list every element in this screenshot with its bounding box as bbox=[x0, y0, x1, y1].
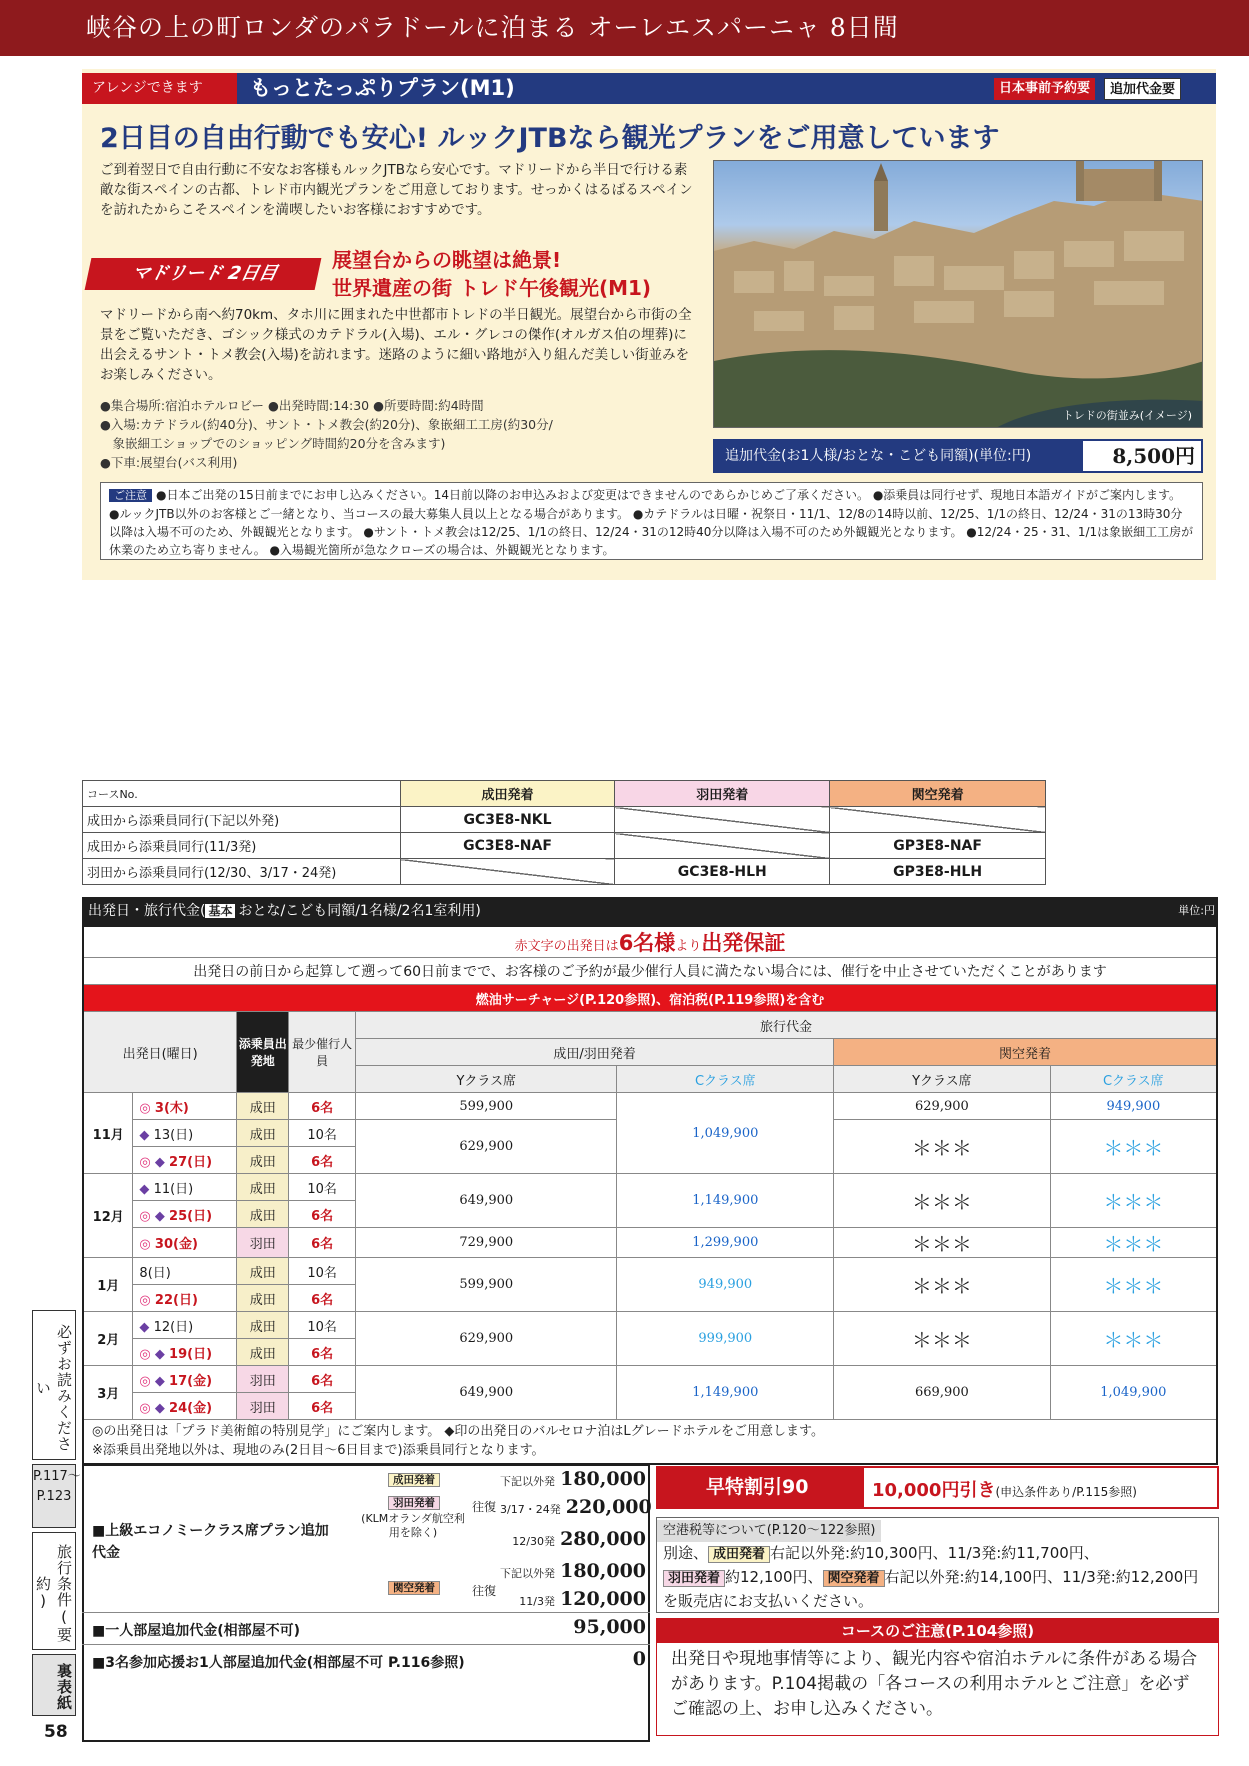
tax-text: 別途、 bbox=[663, 1544, 709, 1562]
mark: ◎ bbox=[139, 1208, 151, 1224]
dep: 成田 bbox=[237, 1147, 289, 1174]
price-label: 追加代金(お1人様/おとな・こども同額)(単位:円) bbox=[713, 439, 1083, 473]
date-cell bbox=[133, 1393, 237, 1420]
c-price: 1,049,900 bbox=[617, 1093, 834, 1174]
date-footnotes bbox=[83, 1420, 1217, 1464]
min: 10名 bbox=[289, 1258, 356, 1285]
diamond: ◆ bbox=[154, 1154, 165, 1170]
date-cell bbox=[133, 1093, 237, 1120]
ofuku-label: 往復 bbox=[472, 1500, 497, 1514]
early-discount-cond: (申込条件あり/P.115参照) bbox=[995, 1485, 1137, 1499]
y-price-kix: ＊＊＊ bbox=[834, 1228, 1051, 1258]
dates-bar: 出発日・旅行代金( 基本 おとな/こども同額/1名様/2名1室利用) bbox=[82, 897, 1218, 925]
y-price-kix: ＊＊＊ bbox=[834, 1312, 1051, 1366]
tax-text: 右記以外発:約14,100円、11/3発:約12,200円 bbox=[884, 1568, 1199, 1586]
toledo-title-2: 世界遺産の街 トレド午後観光(M1) bbox=[332, 276, 652, 300]
tax-line: を販売店にお支払いください。 bbox=[663, 1592, 874, 1610]
course-empty bbox=[615, 833, 830, 859]
date-header: 出発日(曜日) bbox=[83, 1012, 237, 1093]
meta-line: ●入場:カテドラル(約40分)、サント・トメ教会(約20分)、象嵌細工工房(約30分/ bbox=[100, 417, 553, 432]
date-cell bbox=[133, 1258, 237, 1285]
kansai-tag-label: 関空発着 bbox=[388, 1581, 440, 1595]
date: 19(日) bbox=[169, 1346, 213, 1362]
diamond: ◆ bbox=[154, 1400, 165, 1416]
course-empty bbox=[615, 807, 830, 833]
course-empty bbox=[400, 859, 615, 885]
y-price: 599,900 bbox=[356, 1258, 617, 1312]
date: 27(日) bbox=[169, 1154, 213, 1170]
min: 6名 bbox=[289, 1285, 356, 1312]
toledo-city-illustration bbox=[714, 161, 1203, 428]
y-price: 599,900 bbox=[356, 1093, 617, 1120]
month: 12月 bbox=[83, 1174, 133, 1258]
y-price: 629,900 bbox=[356, 1120, 617, 1174]
diamond: ◆ bbox=[139, 1127, 150, 1143]
narita-header: 成田発着 bbox=[400, 781, 615, 807]
month: 2月 bbox=[83, 1312, 133, 1366]
side-back-tab[interactable]: 裏表紙 bbox=[32, 1654, 76, 1716]
min: 6名 bbox=[289, 1393, 356, 1420]
early-discount-text bbox=[872, 1476, 1137, 1502]
min: 6名 bbox=[289, 1339, 356, 1366]
c-class-header: Cクラス席 bbox=[617, 1066, 834, 1093]
econ-cond: 12/30発 bbox=[512, 1535, 555, 1548]
meta-line: ●下車:展望台(バス利用) bbox=[100, 455, 238, 470]
toledo-title-1: 展望台からの眺望は絶景! bbox=[332, 248, 562, 272]
diamond: ◆ bbox=[154, 1346, 165, 1362]
min-header: 最少催行人員 bbox=[289, 1012, 356, 1093]
early-discount-value: 10,000円引き bbox=[872, 1480, 996, 1501]
y-price-kix: 669,900 bbox=[834, 1366, 1051, 1420]
course-code: GC3E8-NKL bbox=[400, 807, 615, 833]
min: 6名 bbox=[289, 1093, 356, 1120]
course-code: GP3E8-HLH bbox=[830, 859, 1046, 885]
meta-line: 象嵌細工ショップでのショッピング時間約20分を含みます) bbox=[100, 436, 446, 451]
page-number: 58 bbox=[44, 1722, 68, 1742]
month: 11月 bbox=[83, 1093, 133, 1174]
course-row bbox=[83, 807, 1046, 833]
dep: 羽田 bbox=[237, 1228, 289, 1258]
arrange-tag: アレンジできます bbox=[82, 73, 237, 104]
date: 13(日) bbox=[153, 1127, 194, 1143]
date: 17(金) bbox=[169, 1373, 213, 1389]
extras-divider bbox=[82, 1644, 650, 1645]
tour-meta bbox=[100, 396, 700, 472]
date: 12(日) bbox=[153, 1319, 194, 1335]
diamond: ◆ bbox=[139, 1319, 150, 1335]
date-cell bbox=[133, 1312, 237, 1339]
advance-reservation-badge: 日本事前予約要 bbox=[994, 78, 1095, 100]
date-row bbox=[83, 1366, 1217, 1393]
extras-divider bbox=[82, 1612, 650, 1613]
mark: ◎ bbox=[139, 1154, 151, 1170]
dep: 羽田 bbox=[237, 1366, 289, 1393]
dep: 羽田 bbox=[237, 1393, 289, 1420]
econ-price: 120,000 bbox=[560, 1588, 646, 1610]
early-discount-label: 早特割引90 bbox=[656, 1466, 864, 1509]
c-price-kix: ＊＊＊ bbox=[1050, 1228, 1217, 1258]
course-code: GC3E8-HLH bbox=[615, 859, 830, 885]
meta-line: ●集合場所:宿泊ホテルロビー ●出発時間:14:30 ●所要時間:約4時間 bbox=[100, 398, 484, 413]
toledo-description: マドリードから南へ約70km、タホ川に囲まれた中世都市トレドの半日観光。展望台から市街の全景をご覧いただき、ゴシック様式のカテドラル(入場)、エル・グレコの傑作(オルガス伯の埋葬)に出会えるサント・トメ教会(入場)を訪れます。迷路のように細い路地が入り組んだ美しい街並みをお楽しみください。 bbox=[100, 307, 692, 383]
course-table bbox=[82, 780, 1046, 885]
arrange-title: もっとたっぷりプラン(M1) bbox=[250, 76, 515, 100]
price-value: 8,500円 bbox=[1112, 444, 1195, 468]
tax-tag: 羽田発着 bbox=[663, 1570, 725, 1587]
date-cell bbox=[133, 1366, 237, 1393]
mark: ◎ bbox=[139, 1237, 151, 1252]
c-price-kix: ＊＊＊ bbox=[1050, 1120, 1217, 1174]
single-room-label: ■一人部屋追加代金(相部屋不可) bbox=[92, 1623, 301, 1639]
guide-header: 添乗員出発地 bbox=[237, 1012, 289, 1093]
dep: 成田 bbox=[237, 1312, 289, 1339]
date: 22(日) bbox=[154, 1292, 198, 1308]
date-row bbox=[83, 1228, 1217, 1258]
base-tag: 基本 bbox=[205, 904, 235, 918]
footnote-1: ◎の出発日は「プラド美術館の特別見学」にご案内します。 ◆印の出発日のバルセロナ泊はLグレードホテルをご用意します。 bbox=[92, 1424, 824, 1440]
side-read-tab[interactable]: 必ずお読みください bbox=[32, 1310, 76, 1460]
min: 6名 bbox=[289, 1366, 356, 1393]
arrange-lead: 2日目の自由行動でも安心! ルックJTBなら観光プランをご用意しています bbox=[100, 123, 1000, 154]
tax-line bbox=[663, 1542, 1212, 1566]
guarantee-count: 6名様 bbox=[618, 931, 676, 955]
c-price: 1,149,900 bbox=[617, 1174, 834, 1228]
dates-bar-title: 出発日・旅行代金 bbox=[88, 903, 200, 919]
dep: 成田 bbox=[237, 1339, 289, 1366]
y-class-header-kix: Yクラス席 bbox=[834, 1066, 1051, 1093]
price-header: 旅行代金 bbox=[356, 1012, 1217, 1039]
y-price: 649,900 bbox=[356, 1366, 617, 1420]
min: 10名 bbox=[289, 1120, 356, 1147]
tax-text: 右記以外発:約10,300円、11/3発:約11,700円、 bbox=[770, 1544, 1099, 1562]
narita-haneda-header: 成田/羽田発着 bbox=[356, 1039, 834, 1066]
course-row bbox=[83, 859, 1046, 885]
three-person-price: 0 bbox=[632, 1648, 646, 1670]
c-price-kix: ＊＊＊ bbox=[1050, 1258, 1217, 1312]
min: 10名 bbox=[289, 1174, 356, 1201]
madrid-day-label: マドリード 2日目 bbox=[129, 263, 280, 284]
dates-bar-rest: おとな/こども同額/1名様/2名1室利用) bbox=[238, 903, 481, 919]
course-no-header: コースNo. bbox=[83, 781, 401, 807]
diamond: ◆ bbox=[139, 1181, 150, 1197]
airport-tax-box bbox=[656, 1517, 1219, 1613]
date: 24(金) bbox=[169, 1400, 213, 1416]
dep: 成田 bbox=[237, 1285, 289, 1312]
c-price: 1,149,900 bbox=[617, 1366, 834, 1420]
extra-fee-badge: 追加代金要 bbox=[1104, 78, 1181, 100]
price-table bbox=[82, 925, 1218, 1465]
econ-row bbox=[500, 1468, 646, 1494]
date-row bbox=[83, 1174, 1217, 1201]
course-caution-box bbox=[656, 1618, 1219, 1736]
y-price-kix: 629,900 bbox=[834, 1093, 1051, 1120]
toledo-title bbox=[332, 246, 651, 302]
diamond: ◆ bbox=[154, 1208, 165, 1224]
econ-cond: 3/17・24発 bbox=[500, 1503, 561, 1516]
course-row bbox=[83, 833, 1046, 859]
haneda-header: 羽田発着 bbox=[615, 781, 830, 807]
tax-text: 約12,100円、 bbox=[725, 1568, 823, 1586]
photo-caption: トレドの街並み(イメージ) bbox=[1062, 409, 1192, 422]
economy-label: ■上級エコノミークラス席プラン追加代金 bbox=[92, 1523, 329, 1561]
dep: 成田 bbox=[237, 1120, 289, 1147]
haneda-tag-label: 羽田発着 bbox=[388, 1496, 440, 1510]
cancel-notice: 出発日の前日から起算して遡って60日前までで、お客様のご予約が最少催行人員に満たない場合には、催行を中止させていただくことがあります bbox=[83, 958, 1217, 985]
date-cell bbox=[133, 1147, 237, 1174]
c-price: 999,900 bbox=[617, 1312, 834, 1366]
haneda-tag bbox=[382, 1491, 446, 1510]
c-price-kix: 1,049,900 bbox=[1050, 1366, 1217, 1420]
surcharge-bar: 燃油サーチャージ(P.120参照)、宿泊税(P.119参照)を含む bbox=[83, 985, 1217, 1012]
date-cell bbox=[133, 1201, 237, 1228]
econ-price: 180,000 bbox=[560, 1560, 647, 1582]
narita-tag-label: 成田発着 bbox=[388, 1473, 440, 1487]
min: 6名 bbox=[289, 1228, 356, 1258]
dep: 成田 bbox=[237, 1258, 289, 1285]
econ-price: 280,000 bbox=[560, 1528, 646, 1550]
min: 6名 bbox=[289, 1201, 356, 1228]
c-price-kix: 949,900 bbox=[1050, 1093, 1217, 1120]
date-row bbox=[83, 1093, 1217, 1120]
tax-line bbox=[663, 1566, 1212, 1590]
guarantee-pre: 赤文字の出発日は bbox=[514, 939, 619, 954]
page-header: 峡谷の上の町ロンダのパラドールに泊まる オーレエスパーニャ 8日間 bbox=[0, 0, 1249, 56]
tax-tag: 関空発着 bbox=[823, 1570, 885, 1587]
ofuku-label: 往復 bbox=[472, 1584, 497, 1598]
y-price-kix: ＊＊＊ bbox=[834, 1120, 1051, 1174]
mark: ◎ bbox=[139, 1400, 151, 1416]
date-row bbox=[83, 1258, 1217, 1285]
course-label: 成田から添乗員同行(下記以外発) bbox=[83, 807, 401, 833]
guarantee-end: 出発保証 bbox=[701, 931, 786, 955]
econ-row bbox=[500, 1560, 646, 1586]
side-terms-tab[interactable]: 旅行条件(要約) bbox=[32, 1532, 76, 1650]
date-cell bbox=[133, 1120, 237, 1147]
course-caution-header: コースのご注意(P.104参照) bbox=[657, 1619, 1218, 1643]
date-cell bbox=[133, 1174, 237, 1201]
unit-label: 単位:円 bbox=[1178, 904, 1215, 917]
single-room-price: 95,000 bbox=[573, 1616, 646, 1638]
kansai-header: 関空発着 bbox=[830, 781, 1046, 807]
economy-prices bbox=[500, 1468, 652, 1614]
course-code: GP3E8-NAF bbox=[830, 833, 1046, 859]
course-label: 羽田から添乗員同行(12/30、3/17・24発) bbox=[83, 859, 401, 885]
caution-notes bbox=[100, 482, 1203, 560]
date: 3(木) bbox=[154, 1100, 189, 1116]
y-price: 649,900 bbox=[356, 1174, 617, 1228]
course-code: GC3E8-NAF bbox=[400, 833, 615, 859]
econ-cond: 下記以外発 bbox=[500, 1475, 555, 1488]
c-price-kix: ＊＊＊ bbox=[1050, 1312, 1217, 1366]
narita-tag bbox=[382, 1468, 446, 1487]
y-price: 729,900 bbox=[356, 1228, 617, 1258]
dep: 成田 bbox=[237, 1201, 289, 1228]
kansai-price-header: 関空発着 bbox=[834, 1039, 1217, 1066]
min: 10名 bbox=[289, 1312, 356, 1339]
footnote-2: ※添乗員出発地以外は、現地のみ(2日目〜6日目まで)添乗員同行となります。 bbox=[92, 1443, 545, 1459]
y-price: 629,900 bbox=[356, 1312, 617, 1366]
date-cell bbox=[133, 1285, 237, 1312]
c-price-kix: ＊＊＊ bbox=[1050, 1174, 1217, 1228]
mark: ◎ bbox=[139, 1100, 151, 1116]
tax-header: 空港税等について(P.120〜122参照) bbox=[657, 1520, 881, 1542]
econ-row bbox=[500, 1496, 652, 1522]
date: 8(日) bbox=[139, 1265, 171, 1281]
kansai-tag bbox=[382, 1576, 446, 1595]
date: 30(金) bbox=[154, 1237, 198, 1252]
econ-cond: 11/3発 bbox=[519, 1595, 555, 1608]
course-empty bbox=[830, 807, 1046, 833]
date: 25(日) bbox=[169, 1208, 213, 1224]
econ-row bbox=[500, 1528, 646, 1554]
guarantee-row bbox=[83, 926, 1217, 958]
dep: 成田 bbox=[237, 1174, 289, 1201]
dep: 成田 bbox=[237, 1093, 289, 1120]
c-class-header-kix: Cクラス席 bbox=[1050, 1066, 1217, 1093]
course-label: 成田から添乗員同行(11/3発) bbox=[83, 833, 401, 859]
econ-price: 180,000 bbox=[560, 1468, 647, 1490]
arrange-intro: ご到着翌日で自由行動に不安なお客様もルックJTBなら安心です。マドリードから半日で行ける素敵な街スペインの古都、トレド市内観光プランをご用意しております。せっかくはるばるスペインを訪れたからこそスペインを満喫したいお客様におすすめです。 bbox=[100, 162, 693, 218]
y-class-header: Yクラス席 bbox=[356, 1066, 617, 1093]
y-price-kix: ＊＊＊ bbox=[834, 1258, 1051, 1312]
econ-price: 220,000 bbox=[565, 1496, 652, 1518]
month: 3月 bbox=[83, 1366, 133, 1420]
caution-text: ●日本ご出発の15日前までにお申し込みください。14日前以降のお申込みおよび変更はできませんのであらかじめご了承ください。 ●添乗員は同行せず、現地日本語ガイドがご案内します。 ●ルックJTB以外のお客様とご一緒となり、当コースの最大募集人員以上となる場合があります。 ●カテドラルは日曜・祝祭日・11/1、12/8の14時以前、12/25、1/1の終日、12/24・31の13時30分以降は入場不可のため、外観観光となります。 ●サント・トメ教会は12/25、1/1の終日、12/24・31の12時40分以降は入場不可のため外観観光となります。 ●12/24・25・31、1/1は象嵌細工工房が休業のため立ち寄りません。 ●入場観光箇所が急なクローズの場合は、外観観光となります。 bbox=[109, 488, 1194, 557]
econ-row bbox=[500, 1588, 646, 1614]
mark: ◎ bbox=[139, 1373, 151, 1389]
min: 6名 bbox=[289, 1147, 356, 1174]
date-row bbox=[83, 1312, 1217, 1339]
side-pages-tab[interactable]: P.117〜P.123 bbox=[32, 1464, 76, 1528]
econ-cond: 下記以外発 bbox=[500, 1567, 555, 1580]
toledo-photo bbox=[713, 160, 1203, 428]
course-caution-body: 出発日や現地事情等により、観光内容や宿泊ホテルに条件がある場合があります。P.104掲載の「各コースの利用ホテルとご注意」を必ずご確認の上、お申し込みください。 bbox=[671, 1649, 1198, 1719]
tax-tag: 成田発着 bbox=[708, 1546, 770, 1563]
madrid-day-tag bbox=[85, 258, 322, 290]
mark: ◎ bbox=[139, 1292, 151, 1308]
y-price-kix: ＊＊＊ bbox=[834, 1174, 1051, 1228]
klm-note: (KLMオランダ航空利用を除く) bbox=[361, 1512, 465, 1539]
diamond: ◆ bbox=[154, 1373, 165, 1389]
three-person-label: ■3名参加応援お1人部屋追加代金(相部屋不可 P.116参照) bbox=[92, 1655, 465, 1671]
mark: ◎ bbox=[139, 1346, 151, 1362]
c-price: 949,900 bbox=[617, 1258, 834, 1312]
date-cell bbox=[133, 1228, 237, 1258]
month: 1月 bbox=[83, 1258, 133, 1312]
date-cell bbox=[133, 1339, 237, 1366]
guarantee-mid: より bbox=[675, 939, 702, 954]
date: 11(日) bbox=[153, 1181, 194, 1197]
c-price: 1,299,900 bbox=[617, 1228, 834, 1258]
caution-tag: ご注意 bbox=[109, 489, 152, 502]
